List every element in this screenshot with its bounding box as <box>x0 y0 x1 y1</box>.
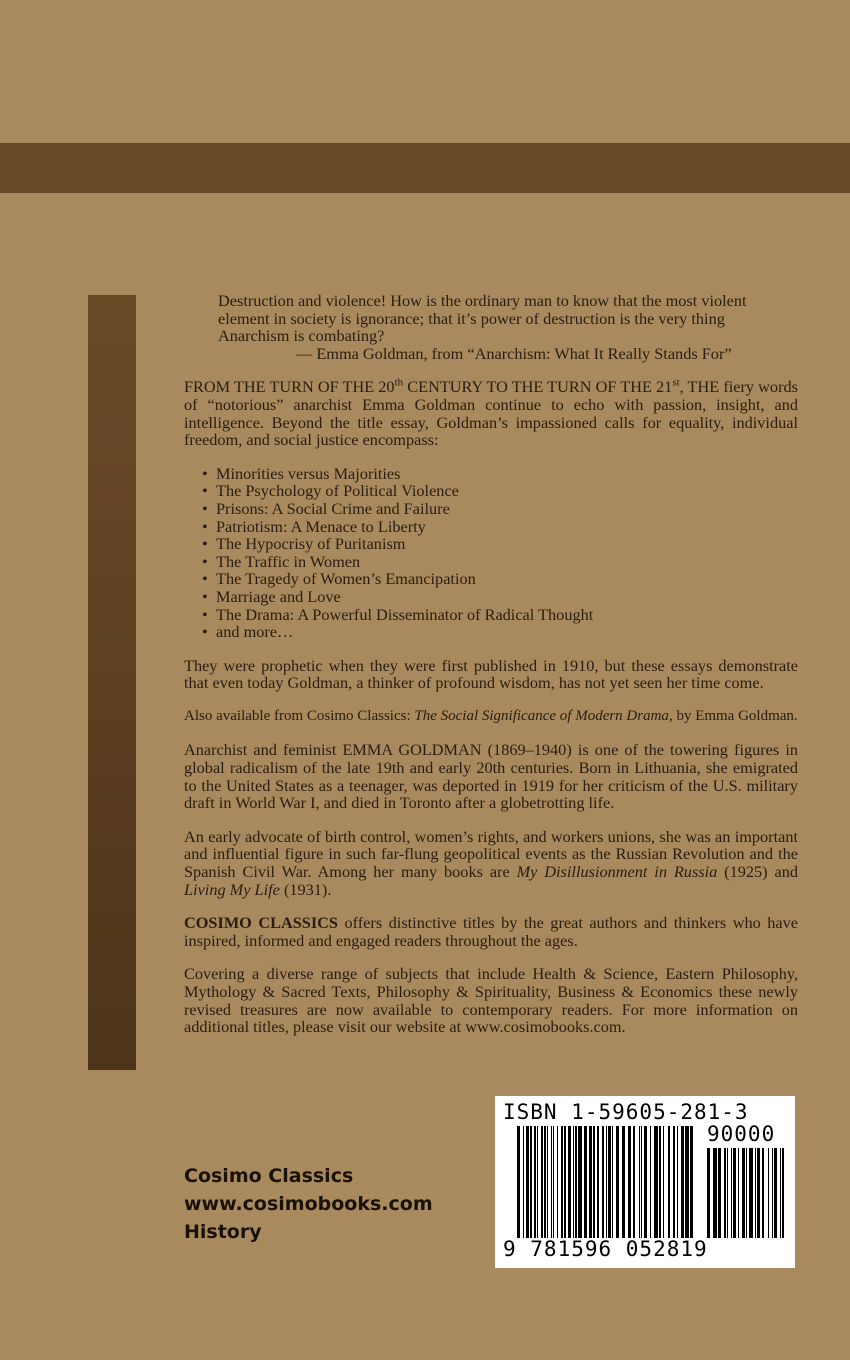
ean-label: 9 781596 052819 <box>503 1237 708 1261</box>
epigraph <box>184 292 798 362</box>
essay-item: • The Psychology of Political Violence <box>202 482 798 500</box>
bio2-book-2: Living My Life <box>184 879 280 899</box>
bio2-book-1: My Disillusionment in Russia <box>516 862 718 882</box>
addon-bars <box>707 1148 784 1238</box>
price-code-label: 90000 <box>707 1122 776 1146</box>
essay-item: • Minorities versus Majorities <box>202 465 798 483</box>
essay-item: • and more… <box>202 623 798 641</box>
barcode <box>495 1096 795 1268</box>
top-band <box>0 143 850 193</box>
also-available-suffix: , by Emma Goldman. <box>668 707 798 724</box>
essay-item: • Marriage and Love <box>202 588 798 606</box>
intro-sup-2: st <box>672 376 680 389</box>
also-available <box>184 708 798 726</box>
essay-item: • The Traffic in Women <box>202 553 798 571</box>
essay-list <box>184 465 798 641</box>
isbn-label: ISBN 1-59605-281-3 <box>503 1100 749 1124</box>
publisher-name: Cosimo Classics <box>184 1165 354 1187</box>
cosimo-paragraph <box>184 914 798 949</box>
ean-bars <box>517 1126 693 1238</box>
intro-part-2: CENTURY TO THE TURN OF THE 21 <box>403 377 673 397</box>
essay-item: • The Hypocrisy of Puritanism <box>202 535 798 553</box>
also-available-title: The Social Significance of Modern Drama <box>414 707 669 724</box>
back-cover-text <box>184 292 798 1036</box>
essay-item: • Prisons: A Social Crime and Failure <box>202 500 798 518</box>
side-bar <box>88 295 136 1070</box>
intro-paragraph <box>184 378 798 448</box>
prophetic-paragraph: They were prophetic when they were first published in 1910, but these essays demonstrate that even today Goldman, a thinker of profound wisdom, has not yet seen her time come. <box>184 655 798 693</box>
publisher-block <box>184 1162 433 1246</box>
also-available-prefix: Also available from Cosimo Classics: <box>184 707 415 724</box>
bio2-end: (1931). <box>279 879 332 899</box>
bio2-text: An early advocate of birth control, women’s rights, and workers unions, she was an important and influential figure in such far-flung geopolitical events as the Russian Revolution and the Spanish Civil War. Among her many books are <box>184 826 798 882</box>
intro-part-1: FROM THE TURN OF THE 20 <box>184 377 395 397</box>
epigraph-text: Destruction and violence! How is the ordinary man to know that the most violent element in society is ignorance; that it’s power of destruction is the very thing Anarchism is combating? <box>218 291 747 346</box>
publisher-website[interactable]: www.cosimobooks.com <box>184 1193 433 1215</box>
cosimo-text: offers distinctive titles by the great authors and thinkers who have inspired, informed and engaged readers throughout the ages. <box>184 913 798 950</box>
essay-item: • The Tragedy of Women’s Emancipation <box>202 570 798 588</box>
bio2-mid: (1925) and <box>717 862 798 882</box>
bio-paragraph-1: Anarchist and feminist EMMA GOLDMAN (1869–1940) is one of the towering figures in global radicalism of the late 19th and early 20th centuries. Born in Lithuania, she emigrated to the United States as a teenager, was deported in 1919 for her criticism of the U.S. military draft in World War I, and died in Toronto after a globetrotting life. <box>184 740 798 813</box>
epigraph-attribution: — Emma Goldman, from “Anarchism: What It Really Stands For” <box>296 343 732 363</box>
essay-item: • The Drama: A Powerful Disseminator of Radical Thought <box>202 606 798 624</box>
covering-paragraph: Covering a diverse range of subjects that include Health & Science, Eastern Philosophy, Mythology & Sacred Texts, Philosophy & Spirituality, Business & Economics these newly revised treasures are now available to contemporary readers. For more information on additional titles, please visit our website at www.cosimobooks.com. <box>184 964 798 1037</box>
publisher-category: History <box>184 1221 262 1243</box>
bio-paragraph-2 <box>184 828 798 898</box>
essay-item: • Patriotism: A Menace to Liberty <box>202 518 798 536</box>
cosimo-brand: COSIMO CLASSICS <box>184 913 338 933</box>
intro-sup-1: th <box>394 376 404 389</box>
intro-part-3: , THE fiery words of “notorious” anarchist Emma Goldman continue to echo with passion, insight, and intelligence. Beyond the title essay, Goldman’s impassioned calls for equality, individual freedom, and social justice encompass: <box>184 377 798 450</box>
